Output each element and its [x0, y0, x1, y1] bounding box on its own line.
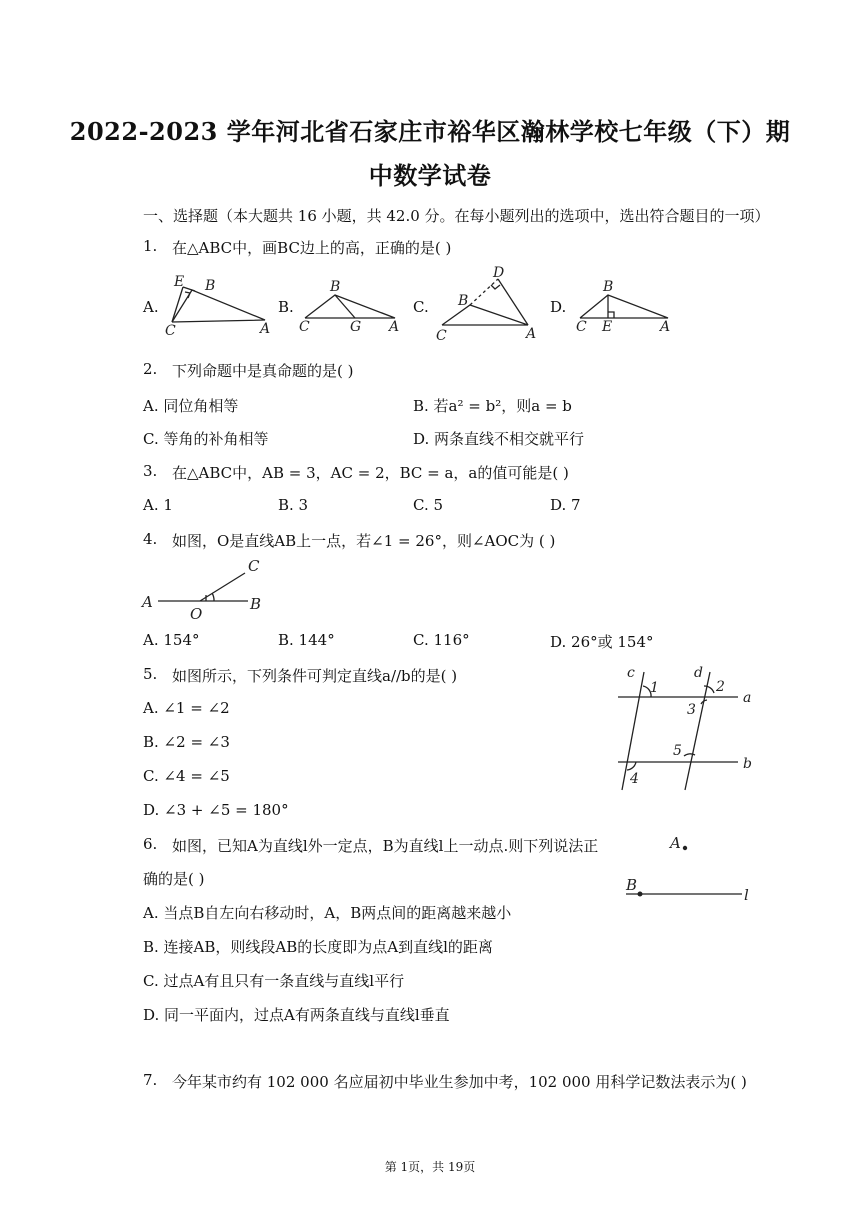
- label-b: B: [330, 279, 341, 295]
- q4-option-c[interactable]: C. 116°: [413, 631, 470, 649]
- label-c: C: [165, 323, 176, 339]
- q5-option-a[interactable]: A. ∠1 = ∠2: [143, 699, 230, 717]
- q1-option-d-label[interactable]: D.: [550, 298, 567, 316]
- q2-option-d[interactable]: D. 两条直线不相交就平行: [413, 430, 585, 448]
- label-c: C: [299, 319, 310, 335]
- question-6-text-line2: 确的是( ): [143, 870, 205, 888]
- extension-be: [183, 287, 195, 291]
- label-b: B: [205, 278, 216, 294]
- q4-option-d[interactable]: D. 26°或 154°: [550, 633, 654, 651]
- label-3: 3: [687, 702, 696, 718]
- question-4-text: 如图，O是直线AB上一点，若∠1 = 26°，则∠AOC为 ( ): [172, 532, 556, 550]
- label-a: A: [526, 326, 537, 342]
- q3-option-c[interactable]: C. 5: [413, 496, 444, 514]
- label-e: E: [174, 274, 185, 290]
- q5-option-c[interactable]: C. ∠4 = ∠5: [143, 767, 230, 785]
- label-b: B: [603, 279, 614, 295]
- segment-ad: [498, 279, 528, 325]
- angle-5-arc: [684, 754, 695, 756]
- question-3-text: 在△ABC中，AB = 3，AC = 2，BC = a，a的值可能是( ): [172, 464, 569, 482]
- label-5: 5: [673, 743, 682, 759]
- label-a: A: [670, 834, 681, 852]
- q1-figure-c: [430, 265, 545, 343]
- right-angle-mark: [608, 312, 614, 318]
- label-b: B: [626, 876, 638, 894]
- label-l: l: [744, 886, 749, 904]
- label-c: C: [248, 557, 260, 575]
- label-a: a: [743, 690, 752, 706]
- triangle-abc: [172, 290, 265, 322]
- q6-option-d[interactable]: D. 同一平面内，过点A有两条直线与直线l垂直: [143, 1006, 450, 1024]
- q1-option-b-label[interactable]: B.: [278, 298, 294, 316]
- triangle-abc: [580, 295, 668, 318]
- label-b: B: [250, 595, 262, 613]
- q2-option-c[interactable]: C. 等角的补角相等: [143, 430, 269, 448]
- question-5-text: 如图所示，下列条件可判定直线a//b的是( ): [172, 667, 458, 685]
- label-g: G: [350, 319, 362, 335]
- question-6-text-line1: 如图，已知A为直线l外一定点，B为直线l上一动点.则下列说法正: [172, 837, 599, 855]
- q3-option-a[interactable]: A. 1: [143, 496, 173, 514]
- label-b: B: [458, 293, 469, 309]
- page-footer: 第 1页，共 19页: [384, 1160, 476, 1174]
- q4-option-b[interactable]: B. 144°: [278, 631, 335, 649]
- label-2: 2: [716, 679, 725, 695]
- q1-option-a-label[interactable]: A.: [143, 298, 159, 316]
- q1-figure-d: [570, 275, 680, 335]
- right-angle-mark: [491, 285, 500, 289]
- label-o: O: [190, 605, 203, 623]
- question-6-number: 6.: [143, 835, 158, 853]
- q2-option-b[interactable]: B. 若a² = b²，则a = b: [413, 397, 572, 415]
- label-c: C: [436, 328, 447, 343]
- triangle-abc: [442, 305, 528, 325]
- question-1-text: 在△ABC中，画BC边上的高，正确的是( ): [172, 239, 452, 257]
- q6-option-a[interactable]: A. 当点B自左向右移动时，A，B两点间的距离越来越小: [143, 904, 512, 922]
- label-a: A: [260, 321, 271, 337]
- dashed-extension: [470, 279, 498, 305]
- q1-option-c-label[interactable]: C.: [413, 298, 429, 316]
- ray-oc: [200, 573, 245, 601]
- question-7-text: 今年某市约有 102 000 名应届初中毕业生参加中考，102 000 用科学记数法表示为( ): [172, 1073, 747, 1091]
- q3-option-b[interactable]: B. 3: [278, 496, 309, 514]
- label-1: 1: [650, 680, 659, 696]
- q2-option-a[interactable]: A. 同位角相等: [143, 397, 239, 415]
- question-1-number: 1.: [143, 237, 158, 255]
- line-d: [685, 672, 710, 790]
- q4-option-a[interactable]: A. 154°: [143, 631, 200, 649]
- point-a: [683, 846, 687, 850]
- q6-option-b[interactable]: B. 连接AB，则线段AB的长度即为点A到直线l的距离: [143, 938, 493, 956]
- q5-option-d[interactable]: D. ∠3 + ∠5 = 180°: [143, 801, 289, 819]
- angle-4-arc: [627, 762, 636, 770]
- q1-figure-b: [295, 275, 410, 335]
- q6-option-c[interactable]: C. 过点A有且只有一条直线与直线l平行: [143, 972, 405, 990]
- section-heading: 一、选择题（本大题共 16 小题，共 42.0 分。在每小题列出的选项中，选出符合题目的一项）: [143, 207, 770, 225]
- label-a: A: [389, 319, 400, 335]
- angle-1-arc: [212, 593, 214, 601]
- q1-figure-a: [160, 270, 275, 340]
- question-3-number: 3.: [143, 462, 158, 480]
- q6-figure: [620, 828, 760, 908]
- question-2-text: 下列命题中是真命题的是( ): [172, 362, 354, 380]
- q5-option-b[interactable]: B. ∠2 = ∠3: [143, 733, 230, 751]
- question-2-number: 2.: [143, 360, 158, 378]
- point-b: [638, 892, 643, 897]
- label-a: A: [142, 593, 153, 611]
- label-a: A: [660, 319, 671, 335]
- label-b: b: [743, 756, 752, 772]
- page-title-line2: 中数学试卷: [368, 161, 492, 190]
- question-4-number: 4.: [143, 530, 158, 548]
- question-5-number: 5.: [143, 665, 158, 683]
- page-title: 2022-2023 学年河北省石家庄市裕华区瀚林学校七年级（下）期: [69, 117, 791, 146]
- altitude-ce: [172, 287, 183, 322]
- q5-figure: [610, 660, 765, 795]
- label-4: 4: [630, 771, 639, 787]
- label-e: E: [602, 319, 613, 335]
- label-d: d: [694, 665, 703, 681]
- question-7-number: 7.: [143, 1071, 158, 1089]
- q4-figure: [140, 555, 270, 623]
- triangle-abc: [305, 295, 395, 318]
- label-d: D: [493, 265, 505, 281]
- label-c: C: [576, 319, 587, 335]
- label-c: c: [627, 665, 635, 681]
- q3-option-d[interactable]: D. 7: [550, 496, 581, 514]
